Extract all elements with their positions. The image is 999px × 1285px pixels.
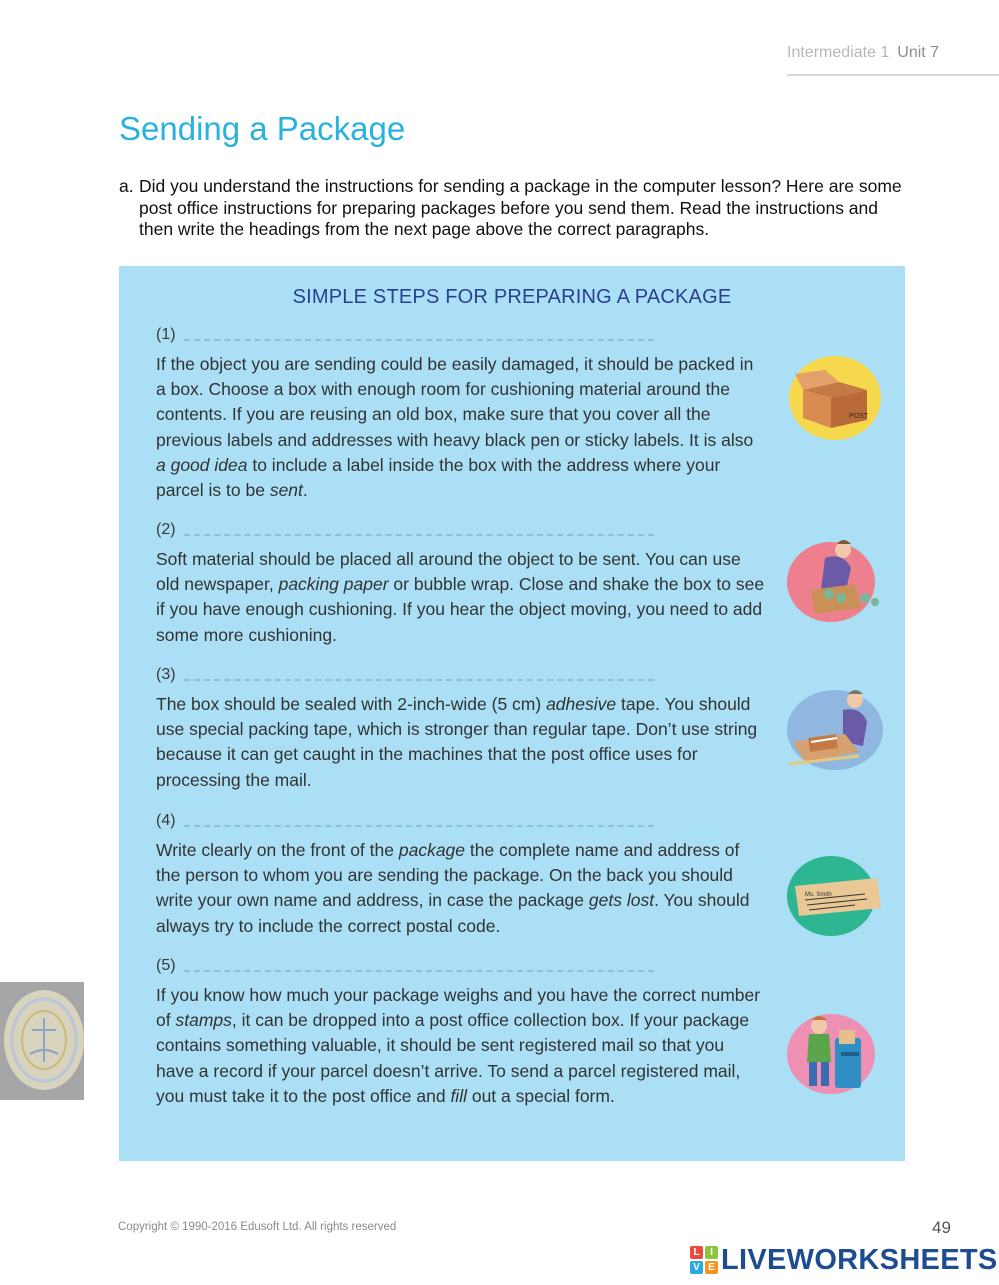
step-number: (5) — [156, 957, 176, 974]
logo-blocks-icon: L I V E — [690, 1246, 718, 1274]
instruction — [119, 176, 909, 241]
step-paragraph: Soft material should be placed all around the object to be sent. You can use old newspaper, packing paper or bubble wrap. Close and shake the box to see if you have enough cushioning. If you hear the object moving, you need to add some more cushioning. — [156, 549, 765, 645]
course-label: Intermediate 1 — [787, 44, 890, 61]
instruction-text: Did you understand the instructions for sending a package in the computer lesson? Here are some post office instructions for preparing packages before you send them. Read the instructions and then write the headings from the next page above the correct paragraphs. — [139, 176, 902, 239]
step-paragraph: If the object you are sending could be easily damaged, it should be packed in a box. Choose a box with enough room for cushioning material around the contents. If you are reusing an old box, make sure that you cover all the previous labels and addresses with heavy black pen or sticky labels. It is also a good idea to include a label inside the box with the address where your parcel is to be sent. — [156, 354, 754, 501]
heading-blank[interactable] — [184, 960, 654, 972]
step-number: (4) — [156, 812, 176, 829]
steps-panel — [119, 266, 905, 1161]
step-number: (2) — [156, 521, 176, 538]
panel-title: SIMPLE STEPS FOR PREPARING A PACKAGE — [292, 286, 732, 308]
heading-blank[interactable] — [184, 815, 654, 827]
mailbox-illustration — [785, 1008, 885, 1098]
heading-blank[interactable] — [184, 669, 654, 681]
step-4 — [156, 812, 766, 939]
heading-blank[interactable] — [184, 524, 654, 536]
instruction-label: a. — [119, 176, 134, 196]
taping-illustration — [785, 684, 885, 774]
envelope-name-label: Ms. Smith — [805, 892, 832, 898]
box-illustration — [785, 352, 885, 442]
step-3 — [156, 666, 766, 793]
step-5 — [156, 957, 766, 1109]
liveworksheets-logo[interactable] — [690, 1244, 998, 1276]
page-header — [787, 44, 999, 76]
university-seal — [0, 982, 84, 1100]
step-paragraph: The box should be sealed with 2-inch-wide (5 cm) adhesive tape. You should use special packing tape, which is stronger than regular tape. Don’t use string because it can get caught in the machines that the post office uses for processing the mail. — [156, 694, 758, 790]
envelope-illustration — [785, 850, 885, 940]
unit-label: Unit 7 — [897, 44, 940, 61]
step-paragraph: If you know how much your package weighs and you have the correct number of stamps, it can be dropped into a post office collection box. If your package contains something valuable, it should be sent registered mail so that you have a record if your parcel doesn’t arrive. To send a parcel registered mail, you must take it to the post office and fill out a special form. — [156, 985, 761, 1106]
step-1 — [156, 326, 766, 503]
step-number: (1) — [156, 326, 176, 343]
page-title: Sending a Package — [119, 110, 406, 147]
logo-text: LIVEWORKSHEETS — [721, 1243, 998, 1276]
cushioning-illustration — [785, 532, 885, 622]
heading-blank[interactable] — [184, 329, 654, 341]
step-2 — [156, 521, 766, 648]
step-paragraph: Write clearly on the front of the package the complete name and address of the person to whom you are sending the package. On the back you should write your own name and address, in case the package gets lost. You should always try to include the correct postal code. — [156, 840, 750, 936]
page-number: 49 — [932, 1218, 951, 1237]
step-number: (3) — [156, 666, 176, 683]
box-post-label: POST — [849, 413, 869, 420]
copyright: Copyright © 1990-2016 Edusoft Ltd. All rights reserved — [118, 1221, 397, 1233]
